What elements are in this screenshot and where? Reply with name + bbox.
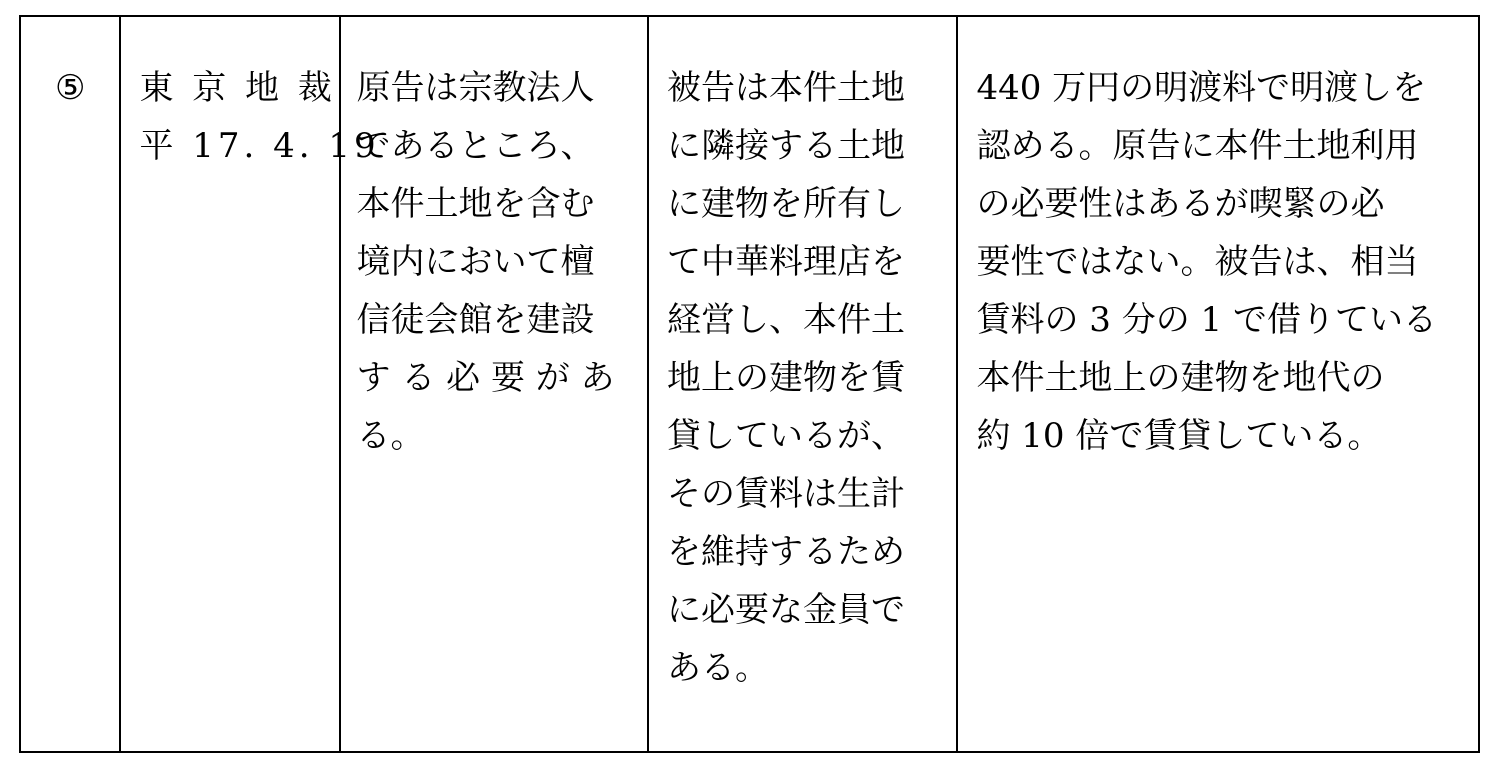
- plaintiff-text-line: であるところ、: [356, 126, 595, 166]
- judgment-text-line: 賃料の 3 分の 1 で借りている: [976, 300, 1437, 340]
- defendant-text-line: に必要な金員で: [666, 590, 905, 630]
- defendant-text-line: ある。: [666, 648, 769, 688]
- judgment-text-line: 要性ではない。被告は、相当: [976, 242, 1419, 282]
- defendant-text-line: 被告は本件土地: [666, 68, 905, 108]
- plaintiff-text-line: 信徒会館を建設: [356, 300, 595, 340]
- plaintiff-text-line: 本件土地を含む: [356, 184, 595, 224]
- defendant-text-line: を維持するため: [666, 532, 905, 572]
- case-table: [19, 15, 1480, 753]
- plaintiff-text-line: 原告は宗教法人: [356, 68, 595, 108]
- judgment-text-line: 本件土地上の建物を地代の: [976, 358, 1385, 398]
- defendant-text-line: その賃料は生計: [666, 474, 905, 514]
- case-number: ⑤: [54, 68, 86, 108]
- judgment-date: 平 17. 4. 19: [139, 126, 380, 166]
- table-row: [20, 16, 1479, 752]
- judgment-summary-cell: [957, 16, 1479, 752]
- court-name: 東 京 地 裁: [139, 68, 336, 108]
- case-number-cell: [20, 16, 120, 752]
- judgment-text-line: の必要性はあるが喫緊の必: [976, 184, 1385, 224]
- court-date-cell: [120, 16, 380, 752]
- plaintiff-circumstances-cell: [340, 16, 648, 752]
- plaintiff-text-line: 境内において檀: [356, 242, 595, 282]
- defendant-text-line: に隣接する土地: [666, 126, 905, 166]
- plaintiff-text-line: す る 必 要 が あ: [356, 358, 615, 398]
- judgment-text-line: 約 10 倍で賃貸している。: [976, 416, 1382, 456]
- defendant-text-line: に建物を所有し: [666, 184, 905, 224]
- defendant-text-line: て中華料理店を: [666, 242, 905, 282]
- defendant-text-line: 地上の建物を賃: [666, 358, 905, 398]
- defendant-text-line: 経営し、本件土: [666, 300, 905, 340]
- defendant-circumstances-cell: [648, 16, 957, 752]
- plaintiff-text-line: る。: [356, 416, 425, 456]
- judgment-text-line: 認める。原告に本件土地利用: [976, 126, 1419, 166]
- defendant-text-line: 貸しているが、: [666, 416, 905, 456]
- judgment-text-line: 440 万円の明渡料で明渡しを: [976, 68, 1427, 108]
